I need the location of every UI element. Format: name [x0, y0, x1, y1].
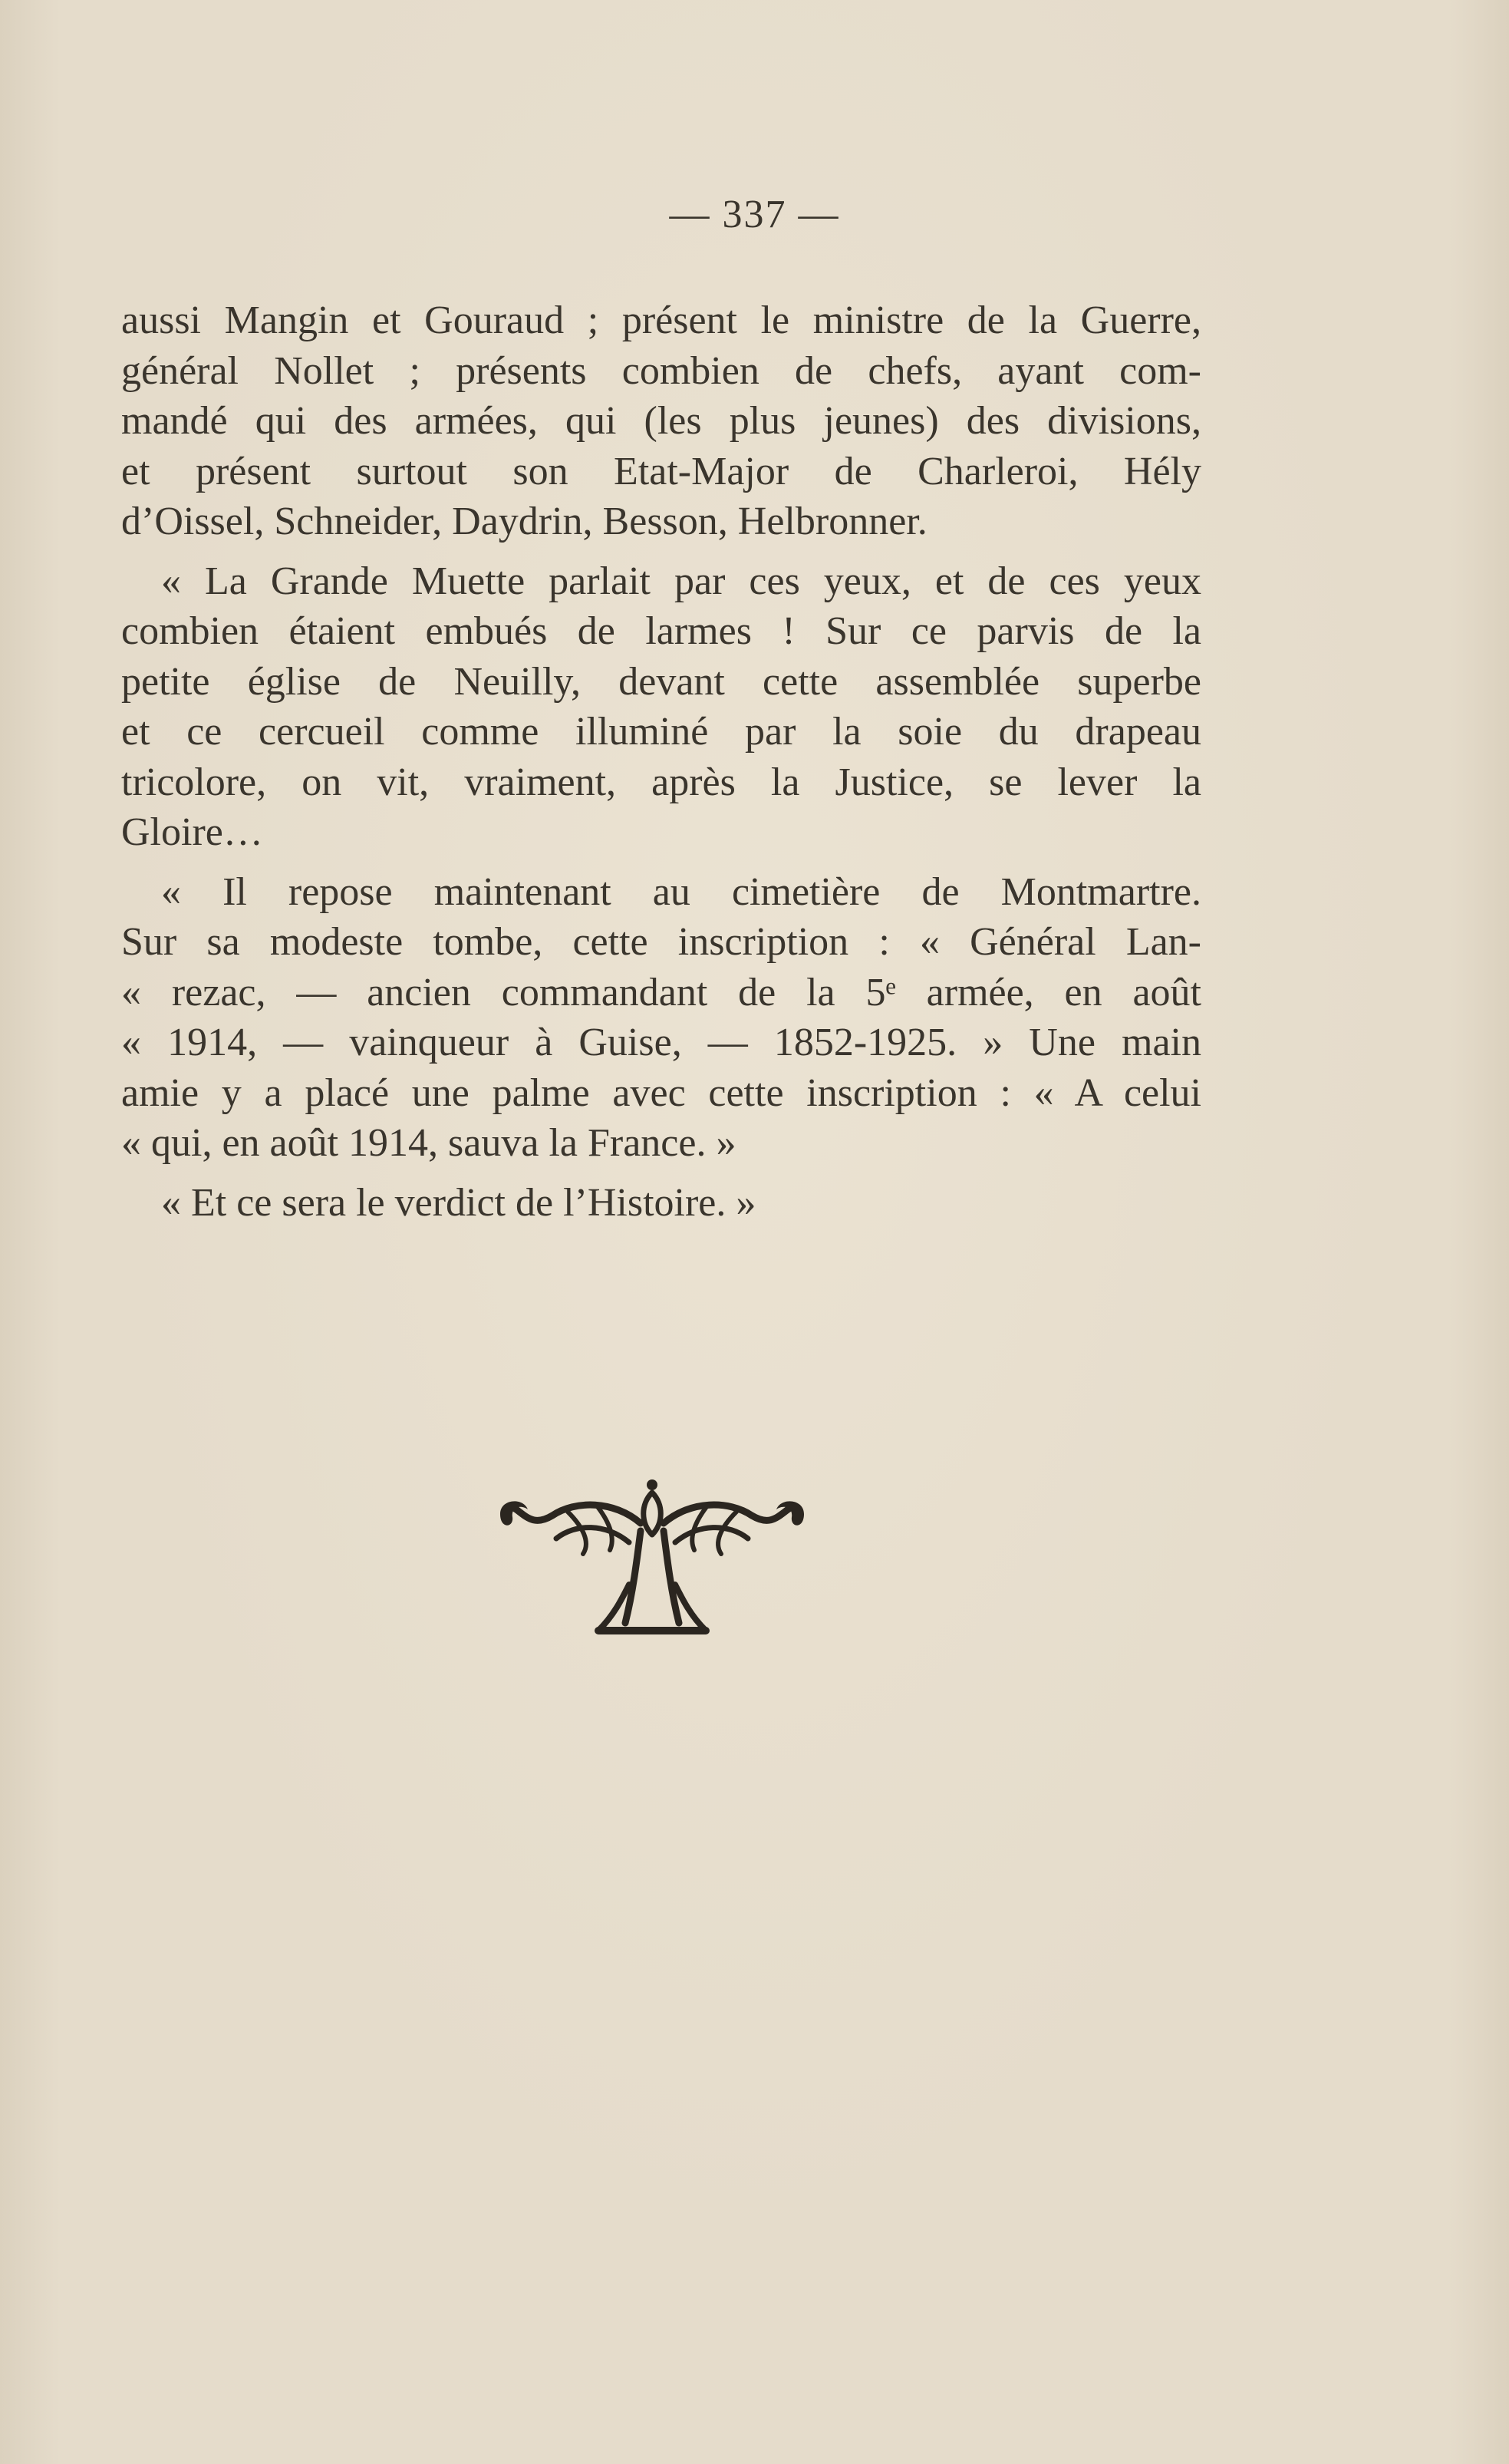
- body-text: [121, 295, 1201, 1237]
- text-line: « qui, en août 1914, sauva la France. »: [121, 1121, 736, 1165]
- text-line: « Il repose maintenant au cimetière de Montmartre.: [161, 869, 1201, 914]
- text-line: tricolore, on vit, vraiment, après la Justice, se lever la: [121, 760, 1201, 804]
- text-line: combien étaient embués de larmes ! Sur ce parvis de la: [121, 609, 1201, 653]
- page-number: — 337 —: [669, 193, 840, 236]
- text-line: « La Grande Muette parlait par ces yeux, et de ces yeux: [161, 559, 1201, 603]
- text-line: Gloire…: [121, 810, 263, 854]
- text-line: « Et ce sera le verdict de l’Histoire. »: [161, 1180, 756, 1225]
- text-line: « 1914, — vainqueur à Guise, — 1852-1925. » Une main: [121, 1021, 1201, 1064]
- text-line: amie y a placé une palme avec cette inscription : « A celui: [121, 1070, 1201, 1115]
- ornament-fleuron-icon: [483, 1469, 821, 1646]
- paragraph-2: [121, 556, 1201, 858]
- text-line: mandé qui des armées, qui (les plus jeunes) des divisions,: [121, 399, 1201, 443]
- text-line: général Nollet ; présents combien de chefs, ayant com-: [121, 348, 1201, 393]
- text-line: « rezac, — ancien commandant de la 5ᵉ armée, en août: [121, 970, 1201, 1014]
- text-line: et présent surtout son Etat-Major de Charleroi, Hély: [121, 449, 1201, 493]
- text-line: Sur sa modeste tombe, cette inscription : « Général Lan-: [121, 920, 1201, 964]
- paragraph-4: [121, 1178, 1201, 1229]
- text-line: aussi Mangin et Gouraud ; présent le ministre de la Guerre,: [121, 299, 1201, 342]
- paragraph-1: [121, 295, 1201, 547]
- paragraph-3: [121, 867, 1201, 1169]
- text-line: petite église de Neuilly, devant cette assemblée superbe: [121, 659, 1201, 704]
- text-line: d’Oissel, Schneider, Daydrin, Besson, Helbronner.: [121, 500, 927, 543]
- text-line: et ce cercueil comme illuminé par la soie du drapeau: [121, 710, 1201, 754]
